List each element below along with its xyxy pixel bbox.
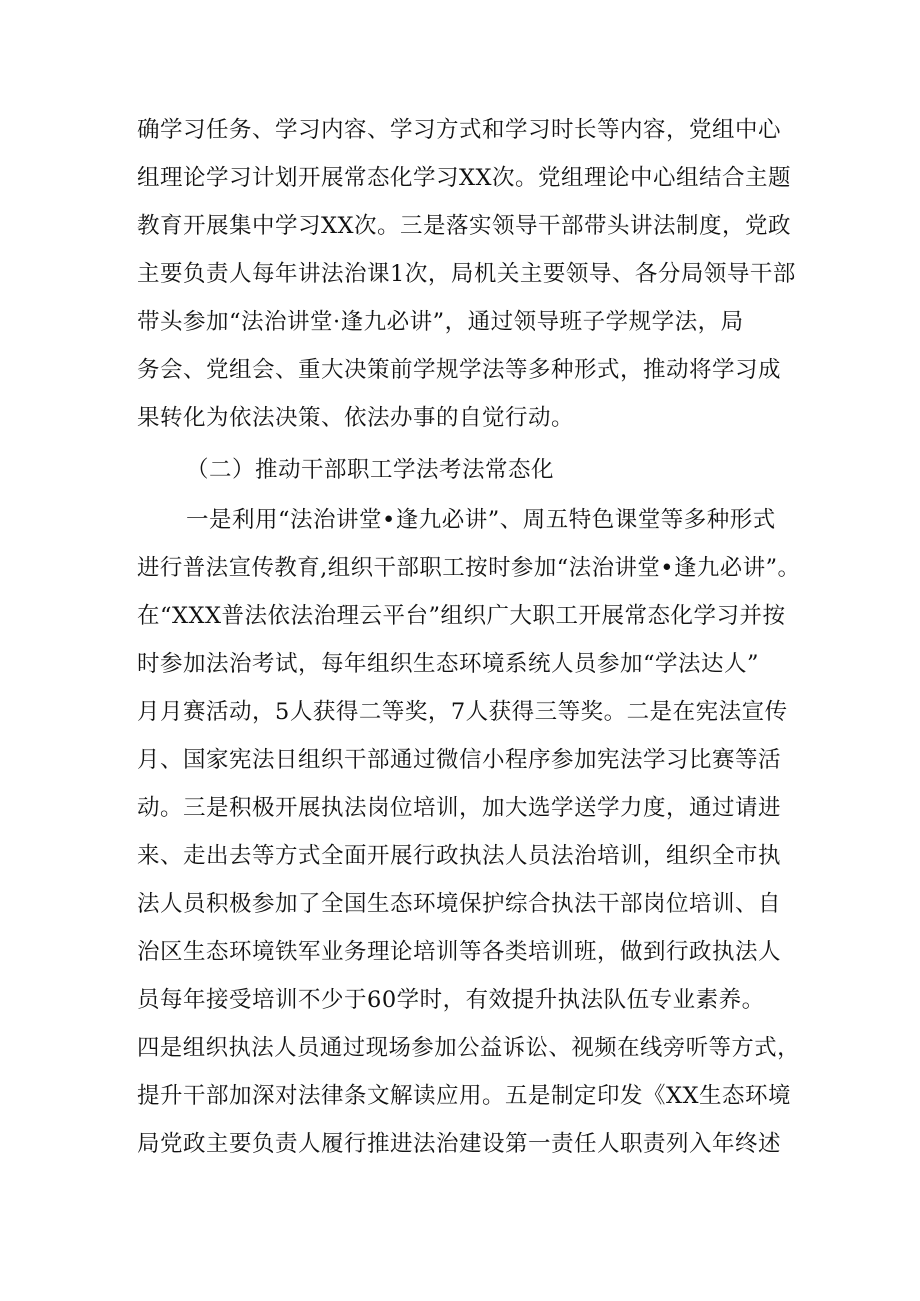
text-line-5: 带头参加“法治讲堂·逢九必讲”，通过领导班子学规学法，局 [137,309,744,335]
text-line-9: 一是利用“法治讲堂•逢九必讲”、周五特色课堂等多种形式 [186,507,776,533]
text-line-22: 局党政主要负责人履行推进法治建设第一责任人职责列入年终述 [137,1131,782,1157]
text-line-17: 法人员积极参加了全国生态环境保护综合执法干部岗位培训、自 [137,891,782,917]
text-line-4: 主要负责人每年讲法治课1次，局机关主要领导、各分局领导干部 [137,261,796,287]
text-line-15: 动。三是积极开展执法岗位培训，加大选学送学力度，通过请进 [137,795,782,821]
text-line-1: 确学习任务、学习内容、学习方式和学习时长等内容，党组中心 [137,117,782,143]
text-line-3: 教育开展集中学习XX次。三是落实领导干部带头讲法制度，党政 [137,213,792,239]
text-line-21: 提升干部加深对法律条文解读应用。五是制定印发《XX生态环境 [137,1083,792,1109]
text-line-13: 月月赛活动，5人获得二等奖，7人获得三等奖。二是在宪法宣传 [137,699,788,725]
text-line-20: 四是组织执法人员通过现场参加公益诉讼、视频在线旁听等方式， [137,1035,801,1061]
section-heading: （二）推动干部职工学法考法常态化 [186,457,555,483]
text-line-19: 员每年接受培训不少于60学时，有效提升执法队伍专业素养。 [137,987,765,1013]
text-line-2: 组理论学习计划开展常态化学习XX次。党组理论中心组结合主题 [137,165,792,191]
text-line-12: 时参加法治考试，每年组织生态环境系统人员参加“学法达人” [137,651,760,677]
text-line-16: 来、走出去等方式全面开展行政执法人员法治培训，组织全市执 [137,843,782,869]
text-line-6: 务会、党组会、重大决策前学规学法等多种形式，推动将学习成 [137,357,782,383]
text-line-14: 月、国家宪法日组织干部通过微信小程序参加宪法学习比赛等活 [137,747,782,773]
text-line-7: 果转化为依法决策、依法办事的自觉行动。 [137,405,575,431]
text-line-11: 在“XXX普法依法治理云平台”组织广大职工开展常态化学习并按 [137,603,786,629]
text-line-18: 治区生态环境铁军业务理论培训等各类培训班，做到行政执法人 [137,939,782,965]
text-line-10: 进行普法宣传教育,组织干部职工按时参加“法治讲堂•逢九必讲”。 [137,555,801,581]
